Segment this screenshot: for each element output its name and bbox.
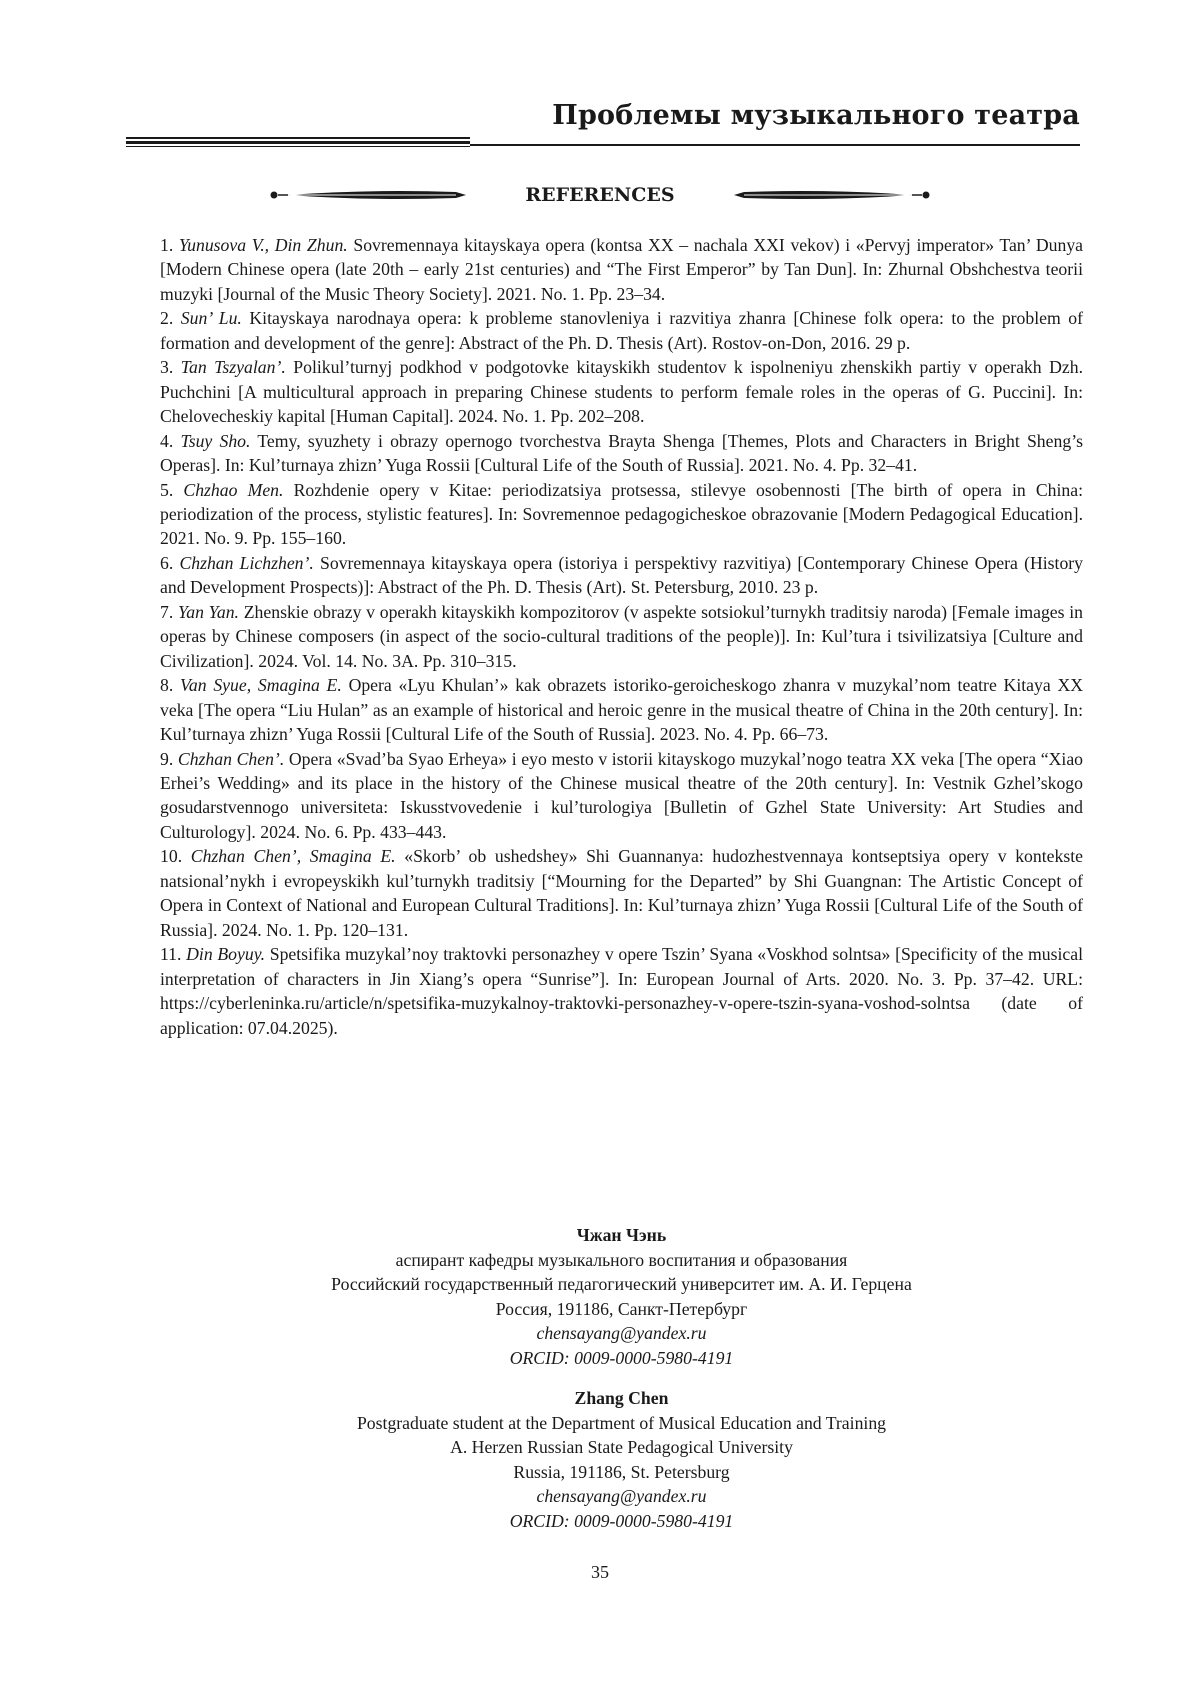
reference-number: 4. <box>160 430 174 451</box>
reference-number: 7. <box>160 601 174 622</box>
author-email: chensayang@yandex.ru <box>536 1323 707 1343</box>
reference-item <box>160 747 1083 845</box>
reference-text: Opera «Lyu Khulan’» kak obrazets istoriko-geroicheskogo zhanra v muzykal’nom teatre Kitaya XX veka [The opera “Liu Hulan” as an example of historical and heroic genre in the musical theatre of China in the 20th century]. In: Kul’turnaya zhizn’ Yuga Rossii [Cultural Life of the South of Russia]. 2023. No. 4. Pp. 66–73. <box>160 675 1084 745</box>
reference-item <box>160 355 1083 428</box>
reference-item <box>160 429 1083 478</box>
reference-text: Polikul’turnyj podkhod v podgotovke kitayskikh studentov k ispolneniyu zhenskikh partiy v operakh Dzh. Puchchini [A multicultural approach in preparing Chinese students to perform female roles in the operas of G. Puccini]. In: Chelovecheskiy kapital [Human Capital]. 2024. No. 1. Pp. 202–208. <box>160 357 1083 427</box>
reference-item <box>160 306 1083 355</box>
author-position: Postgraduate student at the Department of Musical Education and Training <box>356 1412 887 1433</box>
reference-item <box>160 844 1083 942</box>
journal-title: Проблемы музыкального театра <box>552 100 1080 131</box>
reference-number: 6. <box>160 552 174 573</box>
author-info-russian <box>160 1223 1083 1370</box>
reference-authors: Van Syue, Smagina E. <box>180 675 342 696</box>
right-ornament-icon <box>730 187 930 203</box>
author-orcid: ORCID: 0009-0000-5980-4191 <box>509 1347 734 1368</box>
reference-text: Sovremennaya kitayskaya opera (istoriya i perspektivy razvitiya) [Contemporary Chinese Opera (History and Development Prospects)]: Abstract of the Ph. D. Thesis (Art). St. Petersburg, 2010. 23 p. <box>160 552 1084 598</box>
reference-authors: Yan Yan. <box>178 601 239 622</box>
reference-number: 2. <box>160 308 174 329</box>
reference-item <box>160 233 1083 306</box>
reference-text: Zhenskie obrazy v operakh kitayskikh kompozitorov (v aspekte sotsiokul’turnykh traditsiy naroda) [Female images in operas by Chinese composers (in aspect of the socio-cultural traditions of the people)]. In: Kul’tura i tsivilizatsiya [Culture and Civilization]. 2024. Vol. 14. No. 3A. Pp. 310–315. <box>160 601 1084 671</box>
reference-authors: Tsuy Sho. <box>180 430 251 451</box>
reference-text: Rozhdenie opery v Kitae: periodizatsiya protsessa, stilevye osobennosti [The birth of opera in China: periodization of the process, stylistic features]. In: Sovremennoe pedagogicheskoe obrazovanie [Modern Pedagogical Education]. 2021. No. 9. Pp. 155–160. <box>160 479 1084 549</box>
reference-number: 10. <box>160 846 183 867</box>
reference-authors: Din Boyuy. <box>186 944 266 965</box>
reference-text: Temy, syuzhety i obrazy opernogo tvorchestva Brayta Shenga [Themes, Plots and Characters in Bright Sheng’s Operas]. In: Kul’turnaya zhizn’ Yuga Rossii [Cultural Life of the South of Russia]. 2021. No. 4. Pp. 32–41. <box>160 430 1083 476</box>
author-orcid: ORCID: 0009-0000-5980-4191 <box>509 1510 734 1531</box>
author-position: аспирант кафедры музыкального воспитания и образования <box>395 1249 848 1270</box>
reference-authors: Tan Tszyalan’. <box>180 357 286 378</box>
reference-text: Sovremennaya kitayskaya opera (kontsa XX – nachala XXI vekov) i «Pervyj imperator» Tan’ Dunya [Modern Chinese opera (late 20th – early 21st centuries) and “The First Emperor” by Tan Dun]. In: Zhurnal Obshchestva teorii muzyki [Journal of the Music Theory Society]. 2021. No. 1. Pp. 23–34. <box>160 235 1084 304</box>
page-number: 35 <box>591 1562 609 1582</box>
reference-item <box>160 551 1083 600</box>
author-name: Zhang Chen <box>574 1388 669 1408</box>
reference-item <box>160 600 1083 673</box>
reference-authors: Yunusova V., Din Zhun. <box>178 235 348 255</box>
reference-number: 11. <box>160 944 182 965</box>
reference-authors: Chzhan Lichzhen’. <box>179 552 314 573</box>
header-rule-bottom <box>126 146 470 147</box>
header-triple-rule <box>126 137 470 147</box>
reference-authors: Chzhan Chen’, Smagina E. <box>190 846 396 867</box>
reference-number: 3. <box>160 357 174 378</box>
author-location: Russia, 191186, St. Petersburg <box>513 1461 730 1482</box>
reference-text: Spetsifika muzykal’noy traktovki personazhey v opere Tszin’ Syana «Voskhod solntsa» [Specificity of the musical interpretation of characters in Jin Xiang’s opera “Sunrise”]. In: European Journal of Arts. 2020. No. 3. Pp. 37–42. URL: https://cyberleninka.ru/article/n/spetsifika-muzykalnoy-traktovki-personazhey-v-opere-tszin-syana-voshod-solntsa (date of application: 07.04.2025). <box>160 944 1084 1038</box>
reference-text: «Skorb’ ob ushedshey» Shi Guannanya: hudozhestvennaya kontseptsiya opery v kontekste natsional’nykh i evropeyskikh kul’turnykh traditsiy [“Mourning for the Departed” by Shi Guangnan: The Artistic Concept of Opera in Context of National and European Cultural Traditions]. In: Kul’turnaya zhizn’ Yuga Rossii [Cultural Life of the South of Russia]. 2024. No. 1. Pp. 120–131. <box>160 846 1083 940</box>
header-rule-line <box>470 144 1080 146</box>
reference-number: 8. <box>160 675 174 696</box>
reference-text: Kitayskaya narodnaya opera: k probleme stanovleniya i razvitiya zhanra [Chinese folk opera: to the problem of formation and development of the genre]: Abstract of the Ph. D. Thesis (Art). Rostov-on-Don, 2016. 29 p. <box>160 308 1084 353</box>
reference-authors: Chzhan Chen’. <box>177 748 285 769</box>
reference-item <box>160 478 1083 551</box>
author-name: Чжан Чэнь <box>576 1225 667 1245</box>
references-heading-label: REFERENCES <box>525 184 675 206</box>
author-location: Россия, 191186, Санкт-Петербург <box>495 1298 748 1319</box>
reference-authors: Sun’ Lu. <box>180 308 242 329</box>
author-info-english <box>160 1386 1083 1533</box>
reference-item <box>160 942 1083 1040</box>
reference-item <box>160 673 1083 746</box>
reference-number: 5. <box>160 479 174 500</box>
reference-number: 9. <box>160 748 174 769</box>
reference-text: Opera «Svad’ba Syao Erheya» i eyo mesto v istorii kitayskogo muzykal’nogo teatra XX veka [The opera “Xiao Erhei’s Wedding» and its place in the history of the Chinese musical theatre of the 20th century]. In: Vestnik Gzhel’skogo gosudarstvennogo universiteta: Iskusstvovedenie i kul’turologiya [Bulletin of Gzhel State University: Art Studies and Culturology]. 2024. No. 6. Pp. 433–443. <box>160 748 1084 842</box>
reference-number: 1. <box>160 235 174 255</box>
references-list <box>160 233 1083 1040</box>
references-heading <box>270 183 930 207</box>
author-university: A. Herzen Russian State Pedagogical University <box>450 1437 793 1457</box>
author-email: chensayang@yandex.ru <box>536 1486 707 1506</box>
author-university: Российский государственный педагогический университет им. А. И. Герцена <box>331 1274 912 1294</box>
header-rule-middle <box>126 141 470 144</box>
header-rule-top <box>126 137 470 139</box>
reference-authors: Chzhao Men. <box>183 479 284 500</box>
